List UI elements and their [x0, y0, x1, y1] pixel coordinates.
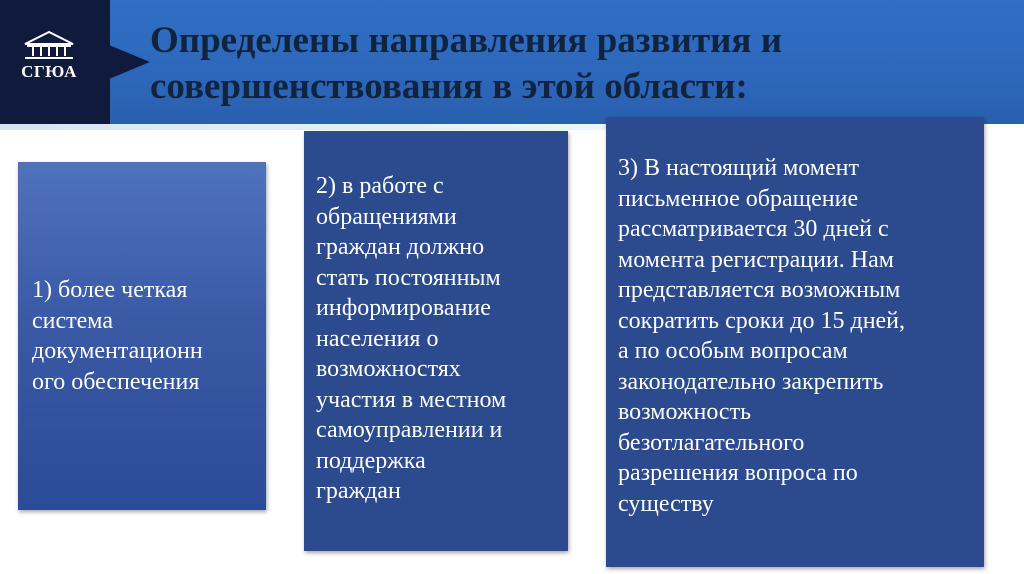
card-2-text: 2) в работе с обращениями граждан должно стать постоянным информирование населения о возможностях участия в местном самоуправлении и поддержка граждан: [316, 173, 507, 504]
university-logo: [14, 30, 84, 94]
card-3-text: 3) В настоящий момент письменное обращение рассматривается 30 дней с момента регистрации. Нам представляется возможным сократить сроки до 15 дней, а по особым вопросам законодательно закрепить возможность безотлагательного разрешения вопроса по существу: [618, 155, 906, 517]
card-3: [606, 117, 984, 567]
card-1: [18, 162, 266, 510]
logo-text: СГЮА: [21, 62, 77, 81]
card-2: [304, 131, 568, 551]
slide-title: Определены направления развития и совершенствования в этой области:: [150, 20, 783, 107]
building-icon: [21, 30, 77, 60]
card-1-text: 1) более четкая система документационн ого обеспечения: [32, 277, 203, 395]
